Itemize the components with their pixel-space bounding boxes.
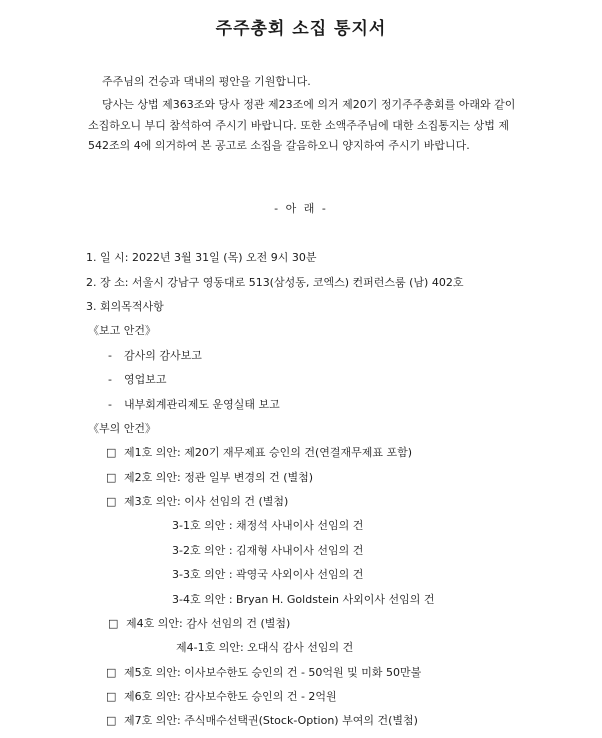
document-title: 주주총회 소집 통지서 [215, 19, 387, 39]
report-item [108, 346, 202, 366]
bullet-dash: - [108, 373, 112, 386]
greeting-line [88, 72, 528, 92]
sub-agenda-item: 3-4호 의안 : Bryan H. Goldstein 사외이사 선임의 건 [172, 593, 435, 606]
report-item [108, 395, 280, 415]
agenda-item-text: 제2호 의안: 정관 일부 변경의 건 (별첨) [124, 471, 314, 484]
checkbox-icon: □ [106, 471, 117, 484]
agenda-item [106, 443, 412, 463]
agenda-item [106, 711, 418, 731]
agenda-item-text: 제7호 의안: 주식매수선택권(Stock-Option) 부여의 건(별첨) [124, 714, 418, 727]
resolution-heading: 《부의 안건》 [88, 422, 157, 435]
greeting-text: 주주님의 건승과 댁내의 평안을 기원합니다. [102, 75, 311, 88]
report-item [108, 370, 167, 390]
checkbox-icon: □ [106, 666, 117, 679]
checkbox-icon: □ [108, 617, 119, 630]
agenda-item-text: 제3호 의안: 이사 선임의 건 (별첨) [124, 495, 289, 508]
bullet-dash: - [108, 349, 112, 362]
report-item-text: 영업보고 [124, 373, 167, 386]
agenda-item-text: 제1호 의안: 제20기 재무제표 승인의 건(연결재무제표 포함) [124, 446, 413, 459]
agenda-item [108, 614, 290, 634]
checkbox-icon: □ [106, 446, 117, 459]
agenda-item [106, 468, 313, 488]
agenda-item-text: 제5호 의안: 이사보수한도 승인의 건 - 50억원 및 미화 50만불 [124, 666, 422, 679]
body-paragraph: 당사는 상법 제363조와 당사 정관 제23조에 의거 제20기 정기주주총회를 아래와 같이 소집하오니 부디 참석하여 주시기 바랍니다. 또한 소액주주님에 대한 소집통지는 상법 제542조의 4에 의거하여 본 공고로 소집을 갈음하오니 양지하여 주시기 바랍니다. [88, 98, 516, 152]
meeting-place: 2. 장 소: 서울시 강남구 영동대로 513(삼성동, 코엑스) 컨퍼런스룸 (남) 402호 [86, 276, 464, 289]
report-item-text: 내부회계관리제도 운영실태 보고 [124, 398, 280, 411]
agenda-item-text: 제4호 의안: 감사 선임의 건 (별첨) [126, 617, 291, 630]
report-heading: 《보고 안건》 [88, 324, 157, 337]
report-item-text: 감사의 감사보고 [124, 349, 202, 362]
agenda-item-text: 제6호 의안: 감사보수한도 승인의 건 - 2억원 [124, 690, 337, 703]
checkbox-icon: □ [106, 690, 117, 703]
sub-agenda-item: 제4-1호 의안: 오대식 감사 선임의 건 [176, 641, 354, 654]
sub-agenda-item: 3-2호 의안 : 김재형 사내이사 선임의 건 [172, 544, 364, 557]
agenda-item [106, 663, 421, 683]
agenda-item [106, 687, 337, 707]
bullet-dash: - [108, 398, 112, 411]
meeting-date: 1. 일 시: 2022년 3월 31일 (목) 오전 9시 30분 [86, 251, 317, 264]
section-divider: - 아 래 - [274, 202, 328, 215]
checkbox-icon: □ [106, 714, 117, 727]
sub-agenda-item: 3-3호 의안 : 곽영국 사외이사 선임의 건 [172, 568, 364, 581]
meeting-purpose: 3. 회의목적사항 [86, 300, 164, 313]
sub-agenda-item: 3-1호 의안 : 채정석 사내이사 선임의 건 [172, 519, 364, 532]
agenda-item [106, 492, 288, 512]
checkbox-icon: □ [106, 495, 117, 508]
